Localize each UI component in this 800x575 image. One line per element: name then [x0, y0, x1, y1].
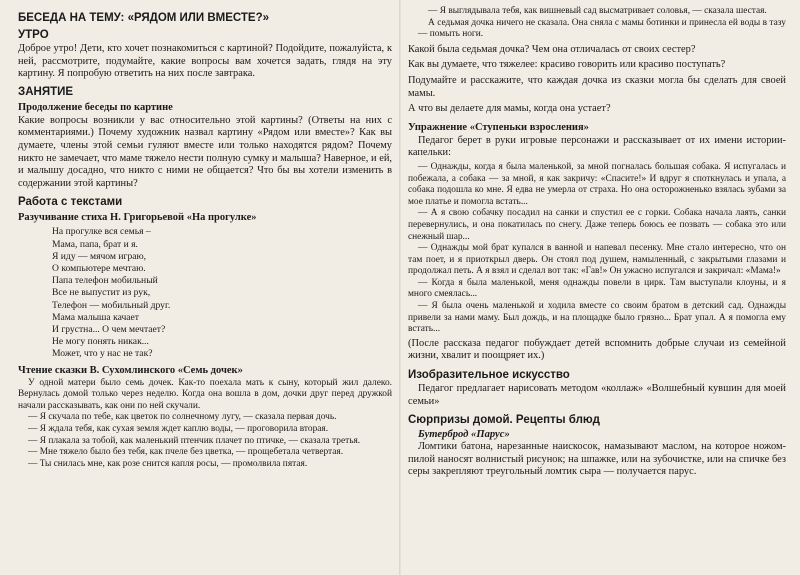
poem-line: Я иду — мячом играю, [52, 250, 147, 262]
story-paragraph: — Мне тяжело было без тебя, как пчеле без цветка, — прощебетала четвертая. [28, 447, 344, 458]
story-paragraph: А седьмая дочка ничего не сказала. Она сняла с мамы ботинки и принесла ей воды в тазу — помыть ноги. [418, 17, 786, 40]
morning-heading: УТРО [18, 29, 49, 41]
page-fold [399, 0, 401, 575]
right-column [408, 8, 786, 479]
exercise-story: — Я была очень маленькой и ходила вместе со своим братом в детский сад. Однажды привели за нами маму. Был дождь, и на площадке было грязно... Брат упал. А я помогла ему встать... [408, 301, 786, 335]
exercise-story: — А я свою собачку посадил на санки и спустил ее с горки. Собака начала лаять, санки перевернулись, и она покатилась по снегу. Даже теперь боюсь ее позвать — собака это или снежный шар... [408, 208, 786, 242]
lesson-subheading: Продолжение беседы по картине [18, 101, 173, 113]
texts-heading: Работа с текстами [18, 196, 123, 209]
story-paragraph: — Я плакала за тобой, как маленький птенчик плачет по птичке, — сказала третья. [28, 435, 361, 446]
poem-line: Мама, папа, брат и я. [52, 238, 138, 250]
poem-heading: Разучивание стиха Н. Григорьевой «На прогулке» [18, 212, 257, 224]
story-paragraph: — Я скучала по тебе, как цветок по солнечному лугу, — сказала первая дочь. [28, 412, 337, 423]
exercise-heading: Упражнение «Ступеньки взросления» [408, 121, 589, 133]
art-text: Педагог предлагает нарисовать методом «коллаж» «Волшебный кувшин для моей семьи» [408, 383, 786, 407]
story-heading: Чтение сказки В. Сухомлинского «Семь дочек» [18, 364, 243, 376]
poem-line: Папа телефон мобильный [52, 275, 158, 287]
poem-line: О компьютере мечтаю. [52, 262, 146, 274]
exercise-stories [408, 162, 786, 336]
poem-line: Все не выпустит из рук, [52, 287, 151, 299]
exercise-outro: (После рассказа педагог побуждает детей вспомнить добрые случаи из семейной жизни, хвалит и поощряет их.) [408, 337, 786, 362]
poem-line: И грустна... О чем мечтает? [52, 323, 166, 335]
story-paragraph: — Я ждала тебя, как сухая земля ждет каплю воды, — проговорила вторая. [28, 423, 329, 434]
poem-line: Телефон — мобильный друг. [52, 299, 171, 311]
story-continuation [418, 6, 786, 41]
story-paragraph: — Ты снилась мне, как розе снится капля росы, — промолвила пятая. [28, 458, 308, 469]
question: Какой была седьмая дочка? Чем она отличалась от своих сестер? [408, 43, 696, 55]
surprises-heading: Сюрпризы домой. Рецепты блюд [408, 414, 600, 427]
poem-line: На прогулке вся семья – [52, 226, 151, 238]
page-title: БЕСЕДА НА ТЕМУ: «РЯДОМ ИЛИ ВМЕСТЕ?» [18, 12, 270, 24]
recipe-text: Ломтики батона, нарезанные наискосок, намазывают маслом, на которое ножом-пилой наносят волнистый рисунок; на шпажке, или на зубочистке, или на спичке без серы закрепляют треугольный ломтик сыра — получается парус. [408, 441, 786, 478]
question: А что вы делаете для мамы, когда она устает? [408, 103, 611, 115]
poem [52, 226, 392, 360]
exercise-story: — Однажды мой брат купался в ванной и напевал песенку. Мне стало интересно, что он там поет, и я приоткрыл дверь. Он стоял под душем, намыленный, с закрытыми глазами и продолжал петь. А я взял и сделал вот так: «Гав!» Он ужасно испугался и закричал: «Мама!» [408, 243, 786, 277]
exercise-story: — Когда я была маленькой, меня однажды повели в цирк. Там выступали клоуны, и я много смеялась... [408, 277, 786, 300]
question: Подумайте и расскажите, что каждая дочка из сказки могла бы сделать для своей мамы. [408, 74, 786, 99]
morning-text: Доброе утро! Дети, кто хочет познакомиться с картиной? Подойдите, пожалуйста, к ней, рассмотрите, подумайте, какие вопросы вам хочется задать, глядя на эту картину. Я попробую ответить на них после завтрака. [18, 43, 392, 80]
question: Как вы думаете, что тяжелее: красиво говорить или красиво поступать? [408, 59, 726, 71]
exercise-intro: Педагог берет в руки игровые персонажи и рассказывает от их имени истории-капельки: [408, 134, 786, 159]
poem-line: Мама малыша качает [52, 311, 139, 323]
art-heading: Изобразительное искусство [408, 369, 570, 382]
story-text [18, 378, 392, 471]
recipe-title: Бутерброд «Парус» [418, 429, 510, 441]
poem-line: Может, что у нас не так? [52, 348, 153, 360]
left-column [18, 8, 392, 470]
story-paragraph: У одной матери было семь дочек. Как-то поехала мать к сыну, который жил далеко. Вернулась домой только через неделю. Когда она вошла в дом, дочки друг перед дружкой начали рассказывать, как они по ней скучали. [18, 377, 392, 411]
lesson-text: Какие вопросы возникли у вас относительно этой картины? (Ответы на них с комментариями.) Почему художник назвал картину «Рядом или вместе»? Как вы думаете, члены этой семьи гуляют вместе или только находятся рядом? Почему никто не замечает, что маме тяжело нести полную сумку и малыша? Наверное, и ей, и малышу досадно, что никто с ними не общается? Что бы вы хотели изменить в содержании этой картины? [18, 114, 392, 189]
exercise-story: — Однажды, когда я была маленькой, за мной погналась большая собака. Я испугалась и побежала, а собака — за мной, я как закричу: «Спасите!» И вдруг я споткнулась и упала, а собака подошла ко мне. Я едва не умерла от страха. Но она осторожненько взялась зубами за мое платье и помогла встать... [408, 161, 786, 207]
story-paragraph: — Я выглядывала тебя, как вишневый сад высматривает соловья, — сказала шестая. [428, 6, 767, 16]
poem-line: Не могу понять никак... [52, 336, 149, 348]
lesson-heading: ЗАНЯТИЕ [18, 85, 74, 98]
